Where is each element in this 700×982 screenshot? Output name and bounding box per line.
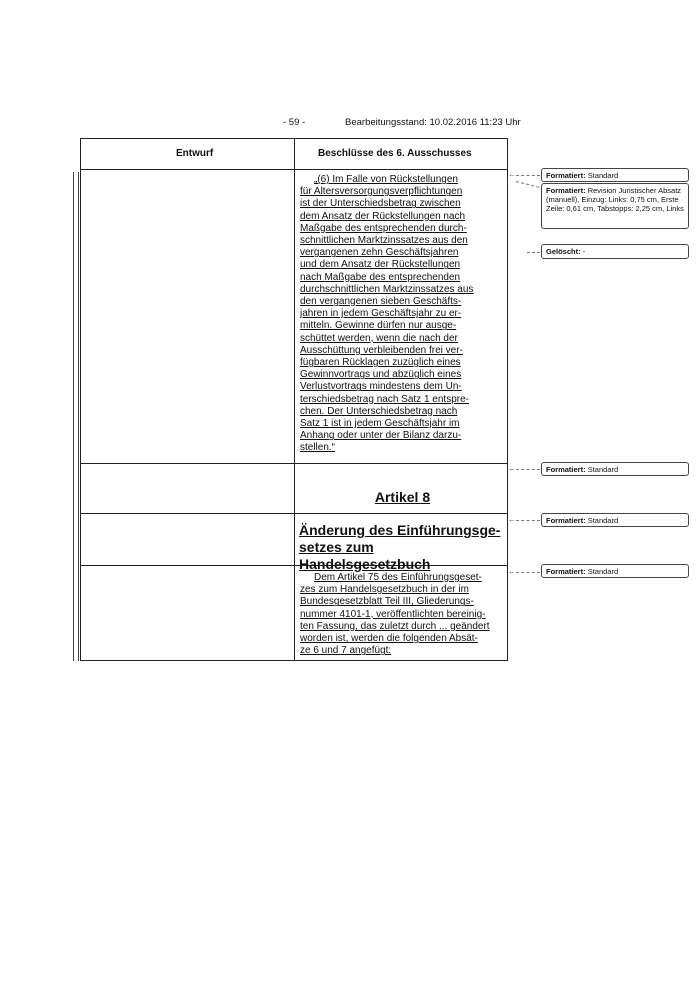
text-line: terschiedsbetrag nach Satz 1 entspre- xyxy=(300,393,469,405)
text-line: ten Fassung, das zuletzt durch ... geändert xyxy=(300,620,490,632)
arrow-left-icon: ← xyxy=(508,464,516,473)
comment-deleted[interactable]: Gelöscht: - xyxy=(541,244,689,259)
text-line: den vergangenen sieben Geschäfts- xyxy=(300,296,462,308)
text-line: jahren in jedem Geschäftsjahr zu er- xyxy=(300,308,462,320)
text-line: chen. Der Unterschiedsbetrag nach xyxy=(300,405,458,417)
text-line: stellen.“ xyxy=(300,442,336,454)
leader-line xyxy=(516,181,540,188)
text-line: vergangenen zehn Geschäftsjahren xyxy=(300,247,459,259)
comparison-table xyxy=(80,138,508,661)
text-line: schnittlichen Marktzinssatzes aus den xyxy=(300,235,468,247)
comment-formatted-standard[interactable]: Formatiert: Standard xyxy=(541,564,689,578)
text-line: Maßgabe des entsprechenden durch- xyxy=(300,222,467,234)
row-divider xyxy=(81,513,507,514)
article-title: Artikel 8 xyxy=(374,489,431,505)
text-line: Verlustvortrags mindestens dem Un- xyxy=(300,381,462,393)
text-line: und dem Ansatz der Rückstellungen xyxy=(300,259,461,271)
text-line: fügbaren Rücklagen zuzüglich eines xyxy=(300,357,461,369)
text-line: Anhang oder unter der Bilanz darzu- xyxy=(300,430,462,442)
comment-formatted-revision[interactable]: Formatiert: Revision Juristischer Absatz (manuell), Einzug: Links: 0,75 cm, Erste Zeile: 0,61 cm, Tabstopps: 2,25 cm, Links xyxy=(541,183,689,229)
leader-line xyxy=(527,252,540,253)
text-line: Satz 1 ist in jedem Geschäftsjahr im xyxy=(300,418,460,430)
article-heading xyxy=(299,522,506,573)
text-line: ze 6 und 7 angefügt: xyxy=(300,645,392,657)
row-divider xyxy=(81,463,507,464)
comment-formatted-standard[interactable]: Formatiert: Standard xyxy=(541,513,689,527)
arrow-left-icon: ← xyxy=(508,515,516,524)
text-line: schüttet werden, wenn die nach der xyxy=(300,332,458,344)
heading-line: Änderung des Einführungsge- xyxy=(299,522,501,538)
text-line: nach Maßgabe des entsprechenden xyxy=(300,271,461,283)
comment-formatted-standard[interactable]: Formatiert: Standard xyxy=(541,462,689,476)
row-divider xyxy=(81,169,507,170)
text-line: durchschnittlichen Marktzinssatzes aus xyxy=(300,283,474,295)
text-line: nummer 4101-1, veröffentlichten bereinig- xyxy=(300,608,486,620)
leader-line xyxy=(516,572,540,573)
column-header-draft: Entwurf xyxy=(176,148,214,159)
heading-line: setzes zum Handelsgesetzbuch xyxy=(299,539,431,572)
text-line: Ausschüttung verbleibenden frei ver- xyxy=(300,344,463,356)
comment-formatted-standard[interactable]: Formatiert: Standard xyxy=(541,168,689,182)
text-line: ist der Unterschiedsbetrag zwischen xyxy=(300,198,461,210)
leader-line xyxy=(516,469,540,470)
edit-status: Bearbeitungsstand: 10.02.2016 11:23 Uhr xyxy=(345,117,521,128)
paragraph-6[interactable] xyxy=(300,174,505,455)
text-line: worden ist, werden die folgenden Absät- xyxy=(300,633,478,645)
text-line: „(6) Im Falle von Rückstellungen xyxy=(314,174,458,185)
revision-bar-inner xyxy=(78,172,79,661)
text-line: Bundesgesetzblatt Teil III, Gliederungs- xyxy=(300,596,474,608)
amendment-paragraph[interactable] xyxy=(300,572,505,657)
text-line: Dem Artikel 75 des Einführungsgeset- xyxy=(314,572,482,583)
column-divider xyxy=(294,139,295,660)
text-line: Gewinnvortrags und abzüglich eines xyxy=(300,369,462,381)
leader-line xyxy=(516,175,540,176)
text-line: mitteln. Gewinne dürfen nur ausge- xyxy=(300,320,457,332)
text-line: für Altersversorgungsverpflichtungen xyxy=(300,186,463,198)
text-line: dem Ansatz der Rückstellungen nach xyxy=(300,210,466,222)
column-header-resolutions: Beschlüsse des 6. Ausschusses xyxy=(318,148,472,159)
leader-line xyxy=(516,520,540,521)
text-line: zes zum Handelsgesetzbuch in der im xyxy=(300,584,469,596)
arrow-left-icon: ← xyxy=(508,170,516,179)
page-number: - 59 - xyxy=(283,117,306,128)
arrow-left-icon: ← xyxy=(508,567,516,576)
revision-bar xyxy=(73,172,74,661)
page-header xyxy=(0,117,700,133)
